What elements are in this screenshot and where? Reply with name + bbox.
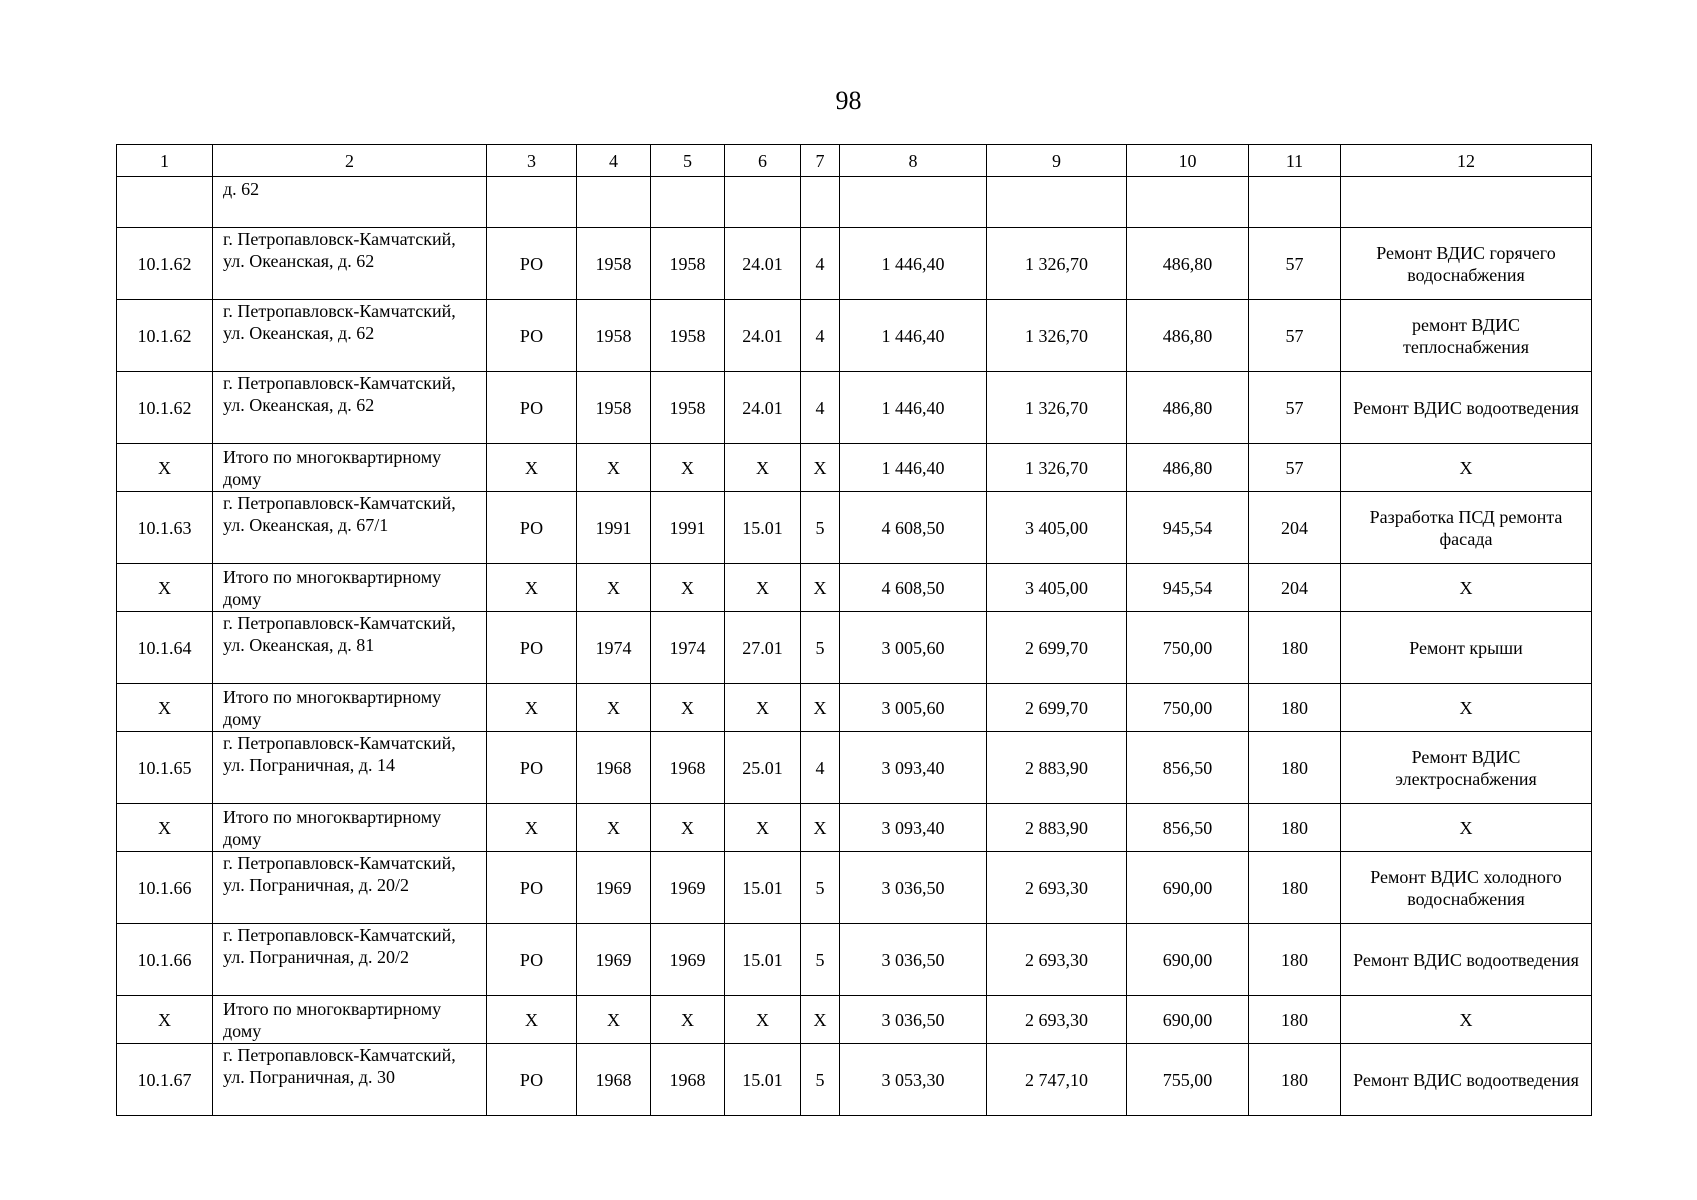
residents-cell: 180 xyxy=(1249,924,1341,996)
address-cell: Итого по многоквартирному дому xyxy=(213,996,487,1044)
category-cell: РО xyxy=(487,492,577,564)
wall-material-cell: Х xyxy=(725,564,801,612)
area-cell: 755,00 xyxy=(1127,1044,1249,1116)
area-cell: 945,54 xyxy=(1127,564,1249,612)
table-cell xyxy=(1249,177,1341,228)
area-cell: 945,54 xyxy=(1127,492,1249,564)
total-area-cell: 1 446,40 xyxy=(840,300,987,372)
area-cell: 750,00 xyxy=(1127,684,1249,732)
address-cell: д. 62 xyxy=(213,177,487,228)
table-row xyxy=(117,612,1592,684)
commission-year-cell: Х xyxy=(651,444,725,492)
total-row xyxy=(117,996,1592,1044)
row-number-cell: 10.1.62 xyxy=(117,372,213,444)
total-row xyxy=(117,444,1592,492)
living-area-cell: 2 883,90 xyxy=(987,804,1127,852)
row-number-cell: 10.1.63 xyxy=(117,492,213,564)
work-type-cell: Ремонт ВДИС холодного водоснабжения xyxy=(1341,852,1592,924)
commission-year-cell: Х xyxy=(651,564,725,612)
residents-cell: 204 xyxy=(1249,564,1341,612)
commission-year-cell: 1968 xyxy=(651,732,725,804)
column-number: 10 xyxy=(1127,145,1249,177)
floors-cell: Х xyxy=(801,804,840,852)
living-area-cell: 3 405,00 xyxy=(987,564,1127,612)
floors-cell: 5 xyxy=(801,924,840,996)
total-area-cell: 3 036,50 xyxy=(840,924,987,996)
category-cell: РО xyxy=(487,732,577,804)
build-year-cell: 1958 xyxy=(577,228,651,300)
total-area-cell: 3 005,60 xyxy=(840,684,987,732)
build-year-cell: Х xyxy=(577,684,651,732)
living-area-cell: 1 326,70 xyxy=(987,228,1127,300)
wall-material-cell: 24.01 xyxy=(725,372,801,444)
column-number: 12 xyxy=(1341,145,1592,177)
living-area-cell: 2 699,70 xyxy=(987,684,1127,732)
wall-material-cell: Х xyxy=(725,684,801,732)
floors-cell: 4 xyxy=(801,300,840,372)
wall-material-cell: 27.01 xyxy=(725,612,801,684)
total-area-cell: 1 446,40 xyxy=(840,444,987,492)
floors-cell: Х xyxy=(801,996,840,1044)
residents-cell: 180 xyxy=(1249,732,1341,804)
build-year-cell: 1969 xyxy=(577,852,651,924)
commission-year-cell: 1969 xyxy=(651,852,725,924)
row-number-cell: 10.1.62 xyxy=(117,228,213,300)
column-number: 9 xyxy=(987,145,1127,177)
commission-year-cell: 1991 xyxy=(651,492,725,564)
row-number-cell: Х xyxy=(117,804,213,852)
build-year-cell: Х xyxy=(577,804,651,852)
total-row xyxy=(117,684,1592,732)
total-area-cell: 3 093,40 xyxy=(840,732,987,804)
table-cell xyxy=(117,177,213,228)
address-cell: г. Петропавловск-Камчатский, ул. Пограничная, д. 14 xyxy=(213,732,487,804)
total-area-cell: 4 608,50 xyxy=(840,492,987,564)
address-cell: Итого по многоквартирному дому xyxy=(213,684,487,732)
table-row xyxy=(117,924,1592,996)
total-area-cell: 3 053,30 xyxy=(840,1044,987,1116)
table-body xyxy=(117,145,1592,1116)
build-year-cell: 1968 xyxy=(577,732,651,804)
table-cell xyxy=(987,177,1127,228)
total-area-cell: 3 093,40 xyxy=(840,804,987,852)
living-area-cell: 3 405,00 xyxy=(987,492,1127,564)
address-cell: Итого по многоквартирному дому xyxy=(213,564,487,612)
commission-year-cell: 1958 xyxy=(651,372,725,444)
build-year-cell: Х xyxy=(577,564,651,612)
table-row xyxy=(117,300,1592,372)
work-type-cell: Ремонт ВДИС электроснабжения xyxy=(1341,732,1592,804)
table-cell xyxy=(577,177,651,228)
floors-cell: Х xyxy=(801,684,840,732)
column-number: 7 xyxy=(801,145,840,177)
table-cell xyxy=(801,177,840,228)
row-number-cell: Х xyxy=(117,444,213,492)
wall-material-cell: 25.01 xyxy=(725,732,801,804)
work-type-cell: ремонт ВДИС теплоснабжения xyxy=(1341,300,1592,372)
living-area-cell: 2 693,30 xyxy=(987,852,1127,924)
address-cell: г. Петропавловск-Камчатский, ул. Океанская, д. 67/1 xyxy=(213,492,487,564)
work-type-cell: Х xyxy=(1341,804,1592,852)
address-cell: г. Петропавловск-Камчатский, ул. Пограничная, д. 20/2 xyxy=(213,924,487,996)
build-year-cell: 1958 xyxy=(577,372,651,444)
work-type-cell: Разработка ПСД ремонта фасада xyxy=(1341,492,1592,564)
total-row xyxy=(117,804,1592,852)
work-type-cell: Х xyxy=(1341,564,1592,612)
floors-cell: Х xyxy=(801,444,840,492)
commission-year-cell: 1968 xyxy=(651,1044,725,1116)
category-cell: РО xyxy=(487,924,577,996)
wall-material-cell: 24.01 xyxy=(725,228,801,300)
total-area-cell: 4 608,50 xyxy=(840,564,987,612)
area-cell: 486,80 xyxy=(1127,228,1249,300)
row-number-cell: 10.1.66 xyxy=(117,924,213,996)
area-cell: 690,00 xyxy=(1127,852,1249,924)
floors-cell: 5 xyxy=(801,1044,840,1116)
column-number-row xyxy=(117,145,1592,177)
total-area-cell: 3 036,50 xyxy=(840,996,987,1044)
residents-cell: 180 xyxy=(1249,852,1341,924)
living-area-cell: 2 699,70 xyxy=(987,612,1127,684)
address-cell: г. Петропавловск-Камчатский, ул. Пограничная, д. 30 xyxy=(213,1044,487,1116)
capital-repair-table xyxy=(116,144,1592,1116)
build-year-cell: 1974 xyxy=(577,612,651,684)
build-year-cell: 1969 xyxy=(577,924,651,996)
floors-cell: 5 xyxy=(801,852,840,924)
address-cell: г. Петропавловск-Камчатский, ул. Океанская, д. 62 xyxy=(213,300,487,372)
column-number: 8 xyxy=(840,145,987,177)
column-number: 3 xyxy=(487,145,577,177)
living-area-cell: 2 693,30 xyxy=(987,924,1127,996)
address-cell: г. Петропавловск-Камчатский, ул. Океанская, д. 62 xyxy=(213,372,487,444)
category-cell: РО xyxy=(487,612,577,684)
living-area-cell: 2 747,10 xyxy=(987,1044,1127,1116)
work-type-cell: Ремонт ВДИС водоотведения xyxy=(1341,924,1592,996)
work-type-cell: Ремонт ВДИС горячего водоснабжения xyxy=(1341,228,1592,300)
column-number: 2 xyxy=(213,145,487,177)
area-cell: 486,80 xyxy=(1127,300,1249,372)
floors-cell: 4 xyxy=(801,228,840,300)
work-type-cell: Х xyxy=(1341,996,1592,1044)
area-cell: 690,00 xyxy=(1127,996,1249,1044)
table-cell xyxy=(651,177,725,228)
row-number-cell: Х xyxy=(117,684,213,732)
address-cell: Итого по многоквартирному дому xyxy=(213,444,487,492)
build-year-cell: 1968 xyxy=(577,1044,651,1116)
category-cell: РО xyxy=(487,372,577,444)
row-number-cell: Х xyxy=(117,564,213,612)
continuation-row xyxy=(117,177,1592,228)
residents-cell: 204 xyxy=(1249,492,1341,564)
residents-cell: 57 xyxy=(1249,300,1341,372)
category-cell: Х xyxy=(487,804,577,852)
total-area-cell: 3 005,60 xyxy=(840,612,987,684)
table-cell xyxy=(1127,177,1249,228)
total-area-cell: 3 036,50 xyxy=(840,852,987,924)
category-cell: Х xyxy=(487,564,577,612)
address-cell: Итого по многоквартирному дому xyxy=(213,804,487,852)
total-row xyxy=(117,564,1592,612)
column-number: 6 xyxy=(725,145,801,177)
row-number-cell: 10.1.62 xyxy=(117,300,213,372)
residents-cell: 57 xyxy=(1249,372,1341,444)
address-cell: г. Петропавловск-Камчатский, ул. Пограничная, д. 20/2 xyxy=(213,852,487,924)
floors-cell: 5 xyxy=(801,612,840,684)
wall-material-cell: 24.01 xyxy=(725,300,801,372)
commission-year-cell: 1974 xyxy=(651,612,725,684)
floors-cell: 4 xyxy=(801,372,840,444)
area-cell: 856,50 xyxy=(1127,804,1249,852)
work-type-cell: Х xyxy=(1341,684,1592,732)
wall-material-cell: 15.01 xyxy=(725,1044,801,1116)
floors-cell: Х xyxy=(801,564,840,612)
table-cell xyxy=(840,177,987,228)
row-number-cell: 10.1.64 xyxy=(117,612,213,684)
living-area-cell: 1 326,70 xyxy=(987,444,1127,492)
area-cell: 750,00 xyxy=(1127,612,1249,684)
row-number-cell: 10.1.66 xyxy=(117,852,213,924)
page-number: 98 xyxy=(835,86,862,115)
category-cell: РО xyxy=(487,228,577,300)
floors-cell: 5 xyxy=(801,492,840,564)
address-cell: г. Петропавловск-Камчатский, ул. Океанская, д. 81 xyxy=(213,612,487,684)
residents-cell: 180 xyxy=(1249,804,1341,852)
work-type-cell: Ремонт ВДИС водоотведения xyxy=(1341,1044,1592,1116)
commission-year-cell: Х xyxy=(651,996,725,1044)
category-cell: РО xyxy=(487,1044,577,1116)
wall-material-cell: 15.01 xyxy=(725,924,801,996)
category-cell: Х xyxy=(487,684,577,732)
living-area-cell: 1 326,70 xyxy=(987,372,1127,444)
column-number: 4 xyxy=(577,145,651,177)
commission-year-cell: Х xyxy=(651,684,725,732)
residents-cell: 180 xyxy=(1249,1044,1341,1116)
wall-material-cell: Х xyxy=(725,996,801,1044)
floors-cell: 4 xyxy=(801,732,840,804)
build-year-cell: 1991 xyxy=(577,492,651,564)
build-year-cell: Х xyxy=(577,996,651,1044)
commission-year-cell: 1969 xyxy=(651,924,725,996)
row-number-cell: 10.1.65 xyxy=(117,732,213,804)
wall-material-cell: 15.01 xyxy=(725,492,801,564)
wall-material-cell: Х xyxy=(725,804,801,852)
total-area-cell: 1 446,40 xyxy=(840,372,987,444)
living-area-cell: 2 883,90 xyxy=(987,732,1127,804)
category-cell: Х xyxy=(487,444,577,492)
column-number: 1 xyxy=(117,145,213,177)
work-type-cell: Х xyxy=(1341,444,1592,492)
table-row xyxy=(117,852,1592,924)
build-year-cell: 1958 xyxy=(577,300,651,372)
area-cell: 486,80 xyxy=(1127,372,1249,444)
row-number-cell: Х xyxy=(117,996,213,1044)
category-cell: РО xyxy=(487,300,577,372)
category-cell: Х xyxy=(487,996,577,1044)
total-area-cell: 1 446,40 xyxy=(840,228,987,300)
table-row xyxy=(117,372,1592,444)
area-cell: 486,80 xyxy=(1127,444,1249,492)
work-type-cell: Ремонт крыши xyxy=(1341,612,1592,684)
living-area-cell: 2 693,30 xyxy=(987,996,1127,1044)
wall-material-cell: Х xyxy=(725,444,801,492)
area-cell: 690,00 xyxy=(1127,924,1249,996)
table-row xyxy=(117,228,1592,300)
commission-year-cell: 1958 xyxy=(651,228,725,300)
address-cell: г. Петропавловск-Камчатский, ул. Океанская, д. 62 xyxy=(213,228,487,300)
work-type-cell: Ремонт ВДИС водоотведения xyxy=(1341,372,1592,444)
commission-year-cell: Х xyxy=(651,804,725,852)
living-area-cell: 1 326,70 xyxy=(987,300,1127,372)
wall-material-cell: 15.01 xyxy=(725,852,801,924)
residents-cell: 180 xyxy=(1249,612,1341,684)
residents-cell: 180 xyxy=(1249,996,1341,1044)
residents-cell: 180 xyxy=(1249,684,1341,732)
build-year-cell: Х xyxy=(577,444,651,492)
table-row xyxy=(117,492,1592,564)
residents-cell: 57 xyxy=(1249,228,1341,300)
commission-year-cell: 1958 xyxy=(651,300,725,372)
area-cell: 856,50 xyxy=(1127,732,1249,804)
row-number-cell: 10.1.67 xyxy=(117,1044,213,1116)
column-number: 5 xyxy=(651,145,725,177)
table-cell xyxy=(487,177,577,228)
table-cell xyxy=(1341,177,1592,228)
table-row xyxy=(117,732,1592,804)
column-number: 11 xyxy=(1249,145,1341,177)
category-cell: РО xyxy=(487,852,577,924)
table-cell xyxy=(725,177,801,228)
residents-cell: 57 xyxy=(1249,444,1341,492)
table-row xyxy=(117,1044,1592,1116)
